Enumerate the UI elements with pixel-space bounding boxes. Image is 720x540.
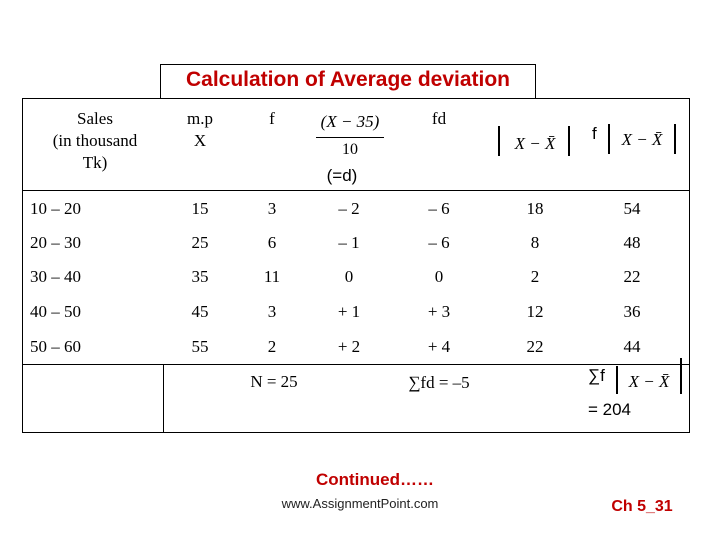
header-d-numerator: (X − 35): [320, 112, 380, 131]
cell-f: 6: [267, 233, 277, 252]
cell-sales: 50 – 60: [30, 337, 81, 356]
header-abs-expr: X − X̄: [514, 134, 556, 153]
header-fd: fd: [431, 109, 447, 128]
cell-fd: 0: [434, 267, 444, 286]
cell-sales: 30 – 40: [30, 267, 81, 286]
cell-sales: 40 – 50: [30, 302, 81, 321]
cell-fabs: 54: [623, 199, 641, 218]
cell-abs: 22: [526, 337, 544, 356]
total-sum-fd: ∑fd = –5: [408, 373, 470, 392]
header-sales-line-2: (in thousand: [52, 131, 138, 150]
cell-fd: + 4: [427, 337, 451, 356]
header-f-abs-expr: X − X̄: [621, 130, 663, 149]
cell-d: + 1: [337, 302, 361, 321]
cell-fd: – 6: [428, 233, 450, 252]
total-sum-f-prefix: ∑f: [588, 366, 605, 385]
cell-d: – 1: [338, 233, 360, 252]
cell-abs: 18: [526, 199, 544, 218]
cell-sales: 20 – 30: [30, 233, 81, 252]
cell-abs: 8: [530, 233, 540, 252]
header-frequency: f: [269, 109, 275, 128]
total-sum-f-expr: X − X̄: [628, 372, 670, 391]
cell-f: 11: [263, 267, 281, 286]
cell-d: + 2: [337, 337, 361, 356]
header-sales-line-1: Sales: [77, 109, 113, 128]
cell-sales: 10 – 20: [30, 199, 81, 218]
cell-d: 0: [344, 267, 354, 286]
header-d-note: (=d): [326, 166, 358, 185]
cell-f: 2: [267, 337, 277, 356]
slide-number: Ch 5_31: [611, 498, 673, 515]
cell-abs: 2: [530, 267, 540, 286]
table-title: Calculation of Average deviation: [160, 64, 536, 98]
cell-abs: 12: [526, 302, 544, 321]
cell-f: 3: [267, 302, 277, 321]
cell-fabs: 44: [623, 337, 641, 356]
cell-fd: + 3: [427, 302, 451, 321]
header-mp-line-1: m.p: [187, 109, 213, 128]
header-f-prefix: f: [592, 124, 597, 143]
cell-mp: 45: [191, 302, 209, 321]
total-sum-f-value: = 204: [588, 400, 632, 419]
source-watermark: www.AssignmentPoint.com: [281, 496, 439, 511]
cell-fabs: 22: [623, 267, 641, 286]
header-sales-line-3: Tk): [82, 153, 108, 172]
cell-fabs: 36: [623, 302, 641, 321]
total-n: N = 25: [250, 372, 298, 391]
cell-f: 3: [267, 199, 277, 218]
continued-label: Continued……: [315, 470, 435, 489]
cell-mp: 15: [191, 199, 209, 218]
cell-fabs: 48: [623, 233, 641, 252]
cell-fd: – 6: [428, 199, 450, 218]
cell-mp: 25: [191, 233, 209, 252]
header-mp-line-2: X: [193, 131, 207, 150]
header-d-denominator: 10: [342, 141, 358, 158]
cell-mp: 35: [191, 267, 209, 286]
cell-mp: 55: [191, 337, 209, 356]
cell-d: – 2: [338, 199, 360, 218]
fraction-bar: [316, 137, 384, 138]
